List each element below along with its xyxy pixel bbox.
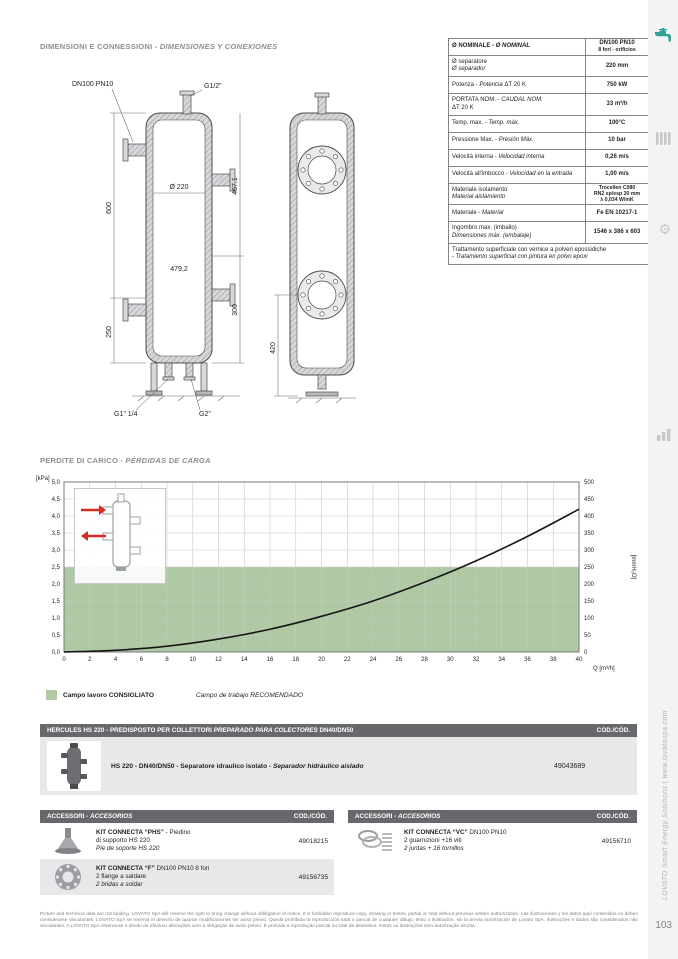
accessories-title-es: ACCESORIOS <box>398 813 441 820</box>
kit-desc: DN100 PN10 <box>467 829 507 837</box>
faucet-icon <box>655 28 671 48</box>
hercules-header <box>40 724 637 737</box>
dim-420: 420 <box>270 342 277 354</box>
spec-row <box>449 77 648 94</box>
x-tick-label: 18 <box>292 657 300 663</box>
hercules-row-text-es: Separador hidráulico aislado <box>272 762 364 770</box>
accessories-table-left <box>40 810 334 895</box>
x-tick-label: 40 <box>575 657 583 663</box>
accessory-text <box>404 829 579 853</box>
y-tick-label-left: 1,0 <box>51 616 60 622</box>
x-tick-label: 0 <box>62 657 66 663</box>
label-g2: G2" <box>199 411 211 418</box>
dim-467: 467,1 <box>232 177 239 195</box>
x-tick-label: 2 <box>88 657 92 663</box>
brand-vertical-text: LOVATO Smart Energy Solutions | www.lovatospa.com <box>662 709 669 900</box>
x-tick-label: 6 <box>139 657 143 663</box>
hercules-row <box>40 737 637 795</box>
hercules-header-it: HERCULES HS 220 - PREDISPOSTO PER COLLETTORI <box>47 727 214 734</box>
x-tick-label: 20 <box>318 657 325 663</box>
kit-name: KIT CONNECTA “F” <box>96 865 155 873</box>
y-tick-label-right: 250 <box>584 565 595 571</box>
spec-row <box>449 94 648 115</box>
y-tick-label-right: 500 <box>584 480 595 486</box>
kit-line3: Pie de soporte HS 220 <box>96 844 160 852</box>
gear-icon: ⚙ <box>658 221 671 237</box>
code-column-header: COD./CÓD. <box>293 813 327 820</box>
spec-row <box>449 244 648 264</box>
y-axis-unit-left: [kPa] <box>36 476 50 482</box>
radiator-icon <box>656 132 671 150</box>
spec-row <box>449 56 648 77</box>
ground-line <box>132 396 356 403</box>
x-tick-label: 14 <box>240 657 248 663</box>
spec-label: Ø NOMINALE - Ø NOMINAL <box>449 39 586 55</box>
spec-label: Velocità all'imbocco - Velocidad en la entrada <box>449 167 586 183</box>
y-tick-label-left: 3,5 <box>51 531 60 537</box>
separator-inset-diagram <box>74 488 166 584</box>
accessories-right-header <box>348 810 637 823</box>
x-tick-label: 10 <box>189 657 197 663</box>
inset-vessel <box>113 501 130 567</box>
x-tick-label: 26 <box>395 657 403 663</box>
spec-value: Trocellen C080 RN2 sp/esp 30 mm λ 0,034 W/mK <box>593 184 641 204</box>
label-g114: G1" 1/4 <box>114 411 138 418</box>
section-title-pressure <box>40 456 211 465</box>
flow-arrow-in-icon <box>81 505 106 515</box>
spec-value: 220 mm <box>605 62 629 69</box>
y-tick-label-left: 3,0 <box>51 548 60 554</box>
spec-value: 33 m³/h <box>606 100 628 107</box>
section-title-es: - DIMENSIONES Y CONEXIONES <box>154 42 278 51</box>
x-tick-label: 4 <box>113 657 118 663</box>
accessory-row-vc <box>348 823 637 859</box>
spec-value: Fe EN 10217-1 <box>596 209 638 216</box>
x-tick-label: 34 <box>498 657 506 663</box>
spec-value: 1546 x 386 x 603 <box>593 229 641 236</box>
y-tick-label-right: 150 <box>584 599 595 605</box>
hs220-product-photo <box>47 741 101 791</box>
y-tick-label-left: 5,0 <box>51 480 60 486</box>
spec-label: Pressione Max. - Presión Máx. <box>449 133 586 149</box>
bar-chart-icon <box>657 428 671 446</box>
dim-250: 250 <box>106 326 113 338</box>
accessories-title-it: ACCESSORI - <box>47 813 91 820</box>
hercules-row-text-it: HS 220 - DN40/DN50 - Separatore idraulico isolato - <box>111 762 273 770</box>
accessory-row-f <box>40 859 334 895</box>
page-number: 103 <box>655 920 672 931</box>
x-tick-label: 28 <box>421 657 428 663</box>
flow-arrow-out-icon <box>81 531 106 541</box>
support-foot-photo <box>46 828 90 854</box>
hercules-header-dn: DN40/DN50 <box>317 727 354 734</box>
spec-value: 0,26 m/s <box>605 154 629 161</box>
hercules-row-text <box>111 763 544 770</box>
code-column-header: COD./CÓD. <box>596 813 630 820</box>
dim-600: 600 <box>106 202 113 214</box>
spec-value: 1,00 m/s <box>605 171 629 178</box>
y-tick-label-right: 0 <box>584 650 588 656</box>
x-tick-label: 32 <box>472 657 480 663</box>
y-tick-label-right: 300 <box>584 548 595 554</box>
spec-row <box>449 167 648 184</box>
kit-line3: 2 juntas + 16 tornillos <box>404 844 464 852</box>
hercules-header-es: PREPARADO PARA COLECTORES <box>213 727 318 734</box>
y-tick-label-right: 400 <box>584 514 595 520</box>
technical-drawing <box>34 58 436 424</box>
legend-label-es: Campo de trabajo RECOMENDADO <box>195 691 303 699</box>
spec-label: PORTATA NOM. - CAUDAL NOM. ΔT 20 K <box>449 94 586 114</box>
section-title-es: - PÉRDIDAS DE CARGA <box>120 456 211 465</box>
spec-row <box>449 205 648 222</box>
x-tick-label: 16 <box>266 657 274 663</box>
accessories-title-es: ACCESORIOS <box>90 813 133 820</box>
kit-code: 49018215 <box>298 837 328 845</box>
accessory-text <box>96 865 276 889</box>
spec-row <box>449 133 648 150</box>
kit-code: 49156710 <box>601 837 631 845</box>
accessory-row-phs <box>40 823 334 859</box>
legal-disclaimer: Picture and technical data are not binding. LOVATO SpA will reserve the right to bring change without obbligation of notice. It is forbidden reproduce copy, drawing or textes, partial or total without previous written authorization. Las ilustraciones y los datos aquí contenidos no deben considerarse vinculantes. LOVATO SpA se reserva el derecho de aportar modificaciones sin aviso previo. Queda prohibida la reproducción total o parcial de cualquier dibujo, texto o ilustración, sin la previa autorización de Lovato SpA. Ilustrações e dados são considerados não vinculantes. A LOVATO SpA reserva-se o direito de efectuar alterações sem a obrigação de aviso prévio. É proibida a reprodução parcial ou total de desenhos, textos ou ilustrações sem autorização escrita. <box>40 912 638 930</box>
y-tick-label-right: 200 <box>584 582 595 588</box>
x-tick-label: 22 <box>343 657 351 663</box>
accessories-table-right <box>348 810 637 859</box>
spec-label: Ø separatore Ø separador <box>449 56 586 76</box>
spec-table <box>448 38 649 265</box>
spec-value: DN100 PN10 8 fori - orificios <box>598 40 636 54</box>
spec-row <box>449 222 648 243</box>
section-title-it: DIMENSIONI E CONNESSIONI <box>40 42 155 51</box>
y-tick-label-left: 2,0 <box>51 582 60 588</box>
spec-label: Trattamento superficiale con vernice a polveri epossidiche - Tratamiento superficial con pintura en polvo epoxi <box>452 246 607 261</box>
separator-front-view <box>290 93 354 396</box>
spec-value: 750 kW <box>606 81 628 88</box>
kit-desc: DN100 PN10 8 fori <box>154 865 210 873</box>
label-dn100: DN100 PN10 <box>72 81 114 88</box>
spec-value: 100°C <box>608 120 626 127</box>
chart-legend <box>46 690 303 700</box>
y-tick-label-right: 100 <box>584 616 595 622</box>
y-tick-label-left: 4,5 <box>51 497 60 503</box>
gasket-screws-photo <box>354 828 398 854</box>
y-tick-label-right: 50 <box>584 633 591 639</box>
accessories-title-it: ACCESSORI - <box>355 813 399 820</box>
spec-label: Materiale - Material <box>449 205 586 221</box>
y-tick-label-right: 350 <box>584 531 595 537</box>
x-tick-label: 36 <box>524 657 531 663</box>
weld-flange-photo <box>46 863 90 891</box>
kit-line2: di supporto HS 220 <box>96 837 150 845</box>
spec-label: Temp. max. - Temp. máx. <box>449 116 586 132</box>
legend-swatch <box>46 690 57 700</box>
accessory-text <box>96 829 276 853</box>
kit-name: KIT CONNECTA “VC” <box>404 829 468 837</box>
x-tick-label: 30 <box>446 657 454 663</box>
spec-label: Potenza - Potencia ΔT 20 K <box>449 77 586 93</box>
section-title-it: PERDITE DI CARICO <box>40 456 121 465</box>
separator-side-view <box>123 91 235 395</box>
kit-line2: 2 flange a saldare <box>96 873 147 881</box>
spec-label: Velocità interna - Velocidad interna <box>449 150 586 166</box>
kit-desc: - Piedino <box>163 829 191 837</box>
spec-row <box>449 184 648 206</box>
dim-479: 479,2 <box>170 266 188 273</box>
dim-300: 300 <box>232 304 239 316</box>
spec-row <box>449 150 648 167</box>
code-column-header: COD./CÓD. <box>596 727 630 734</box>
x-tick-label: 38 <box>549 657 557 663</box>
kit-name: KIT CONNECTA “PHS” <box>96 829 164 837</box>
y-tick-label-left: 0,5 <box>51 633 60 639</box>
spec-label: Ingombro max. (imballo) Dimensiones máx. (embalaje) <box>449 222 586 242</box>
dim-220: Ø 220 <box>169 184 189 191</box>
right-sidebar <box>648 0 678 959</box>
x-tick-label: 12 <box>215 657 222 663</box>
section-title-dimensions <box>40 42 277 51</box>
hercules-table <box>40 724 637 795</box>
spec-value: 10 bar <box>608 137 626 144</box>
legend-label-it: Campo lavoro CONSIGLIATO <box>63 691 154 699</box>
hercules-row-code: 49043689 <box>554 762 586 770</box>
y-tick-label-right: 450 <box>584 497 595 503</box>
pressure-drop-chart <box>34 472 642 680</box>
y-axis-unit-right: [mmH₂O] <box>630 554 636 580</box>
x-axis-unit: Q [m³/h] <box>593 666 615 672</box>
spec-row <box>449 116 648 133</box>
x-tick-label: 24 <box>369 657 377 663</box>
accessories-left-header <box>40 810 334 823</box>
kit-line3: 2 bridas a soldar <box>96 880 143 888</box>
y-tick-label-left: 2,5 <box>51 565 60 571</box>
x-tick-label: 8 <box>165 657 169 663</box>
kit-line2: 2 guarnizioni +16 viti <box>404 837 462 845</box>
spec-label: Materiale isolamento Material aislamiento <box>449 184 586 205</box>
spec-row <box>449 39 648 56</box>
y-tick-label-left: 1,5 <box>51 599 60 605</box>
kit-code: 49156735 <box>298 873 328 881</box>
y-tick-label-left: 0,0 <box>51 650 60 656</box>
y-tick-label-left: 4,0 <box>51 514 60 520</box>
label-g12: G1/2" <box>204 83 222 90</box>
